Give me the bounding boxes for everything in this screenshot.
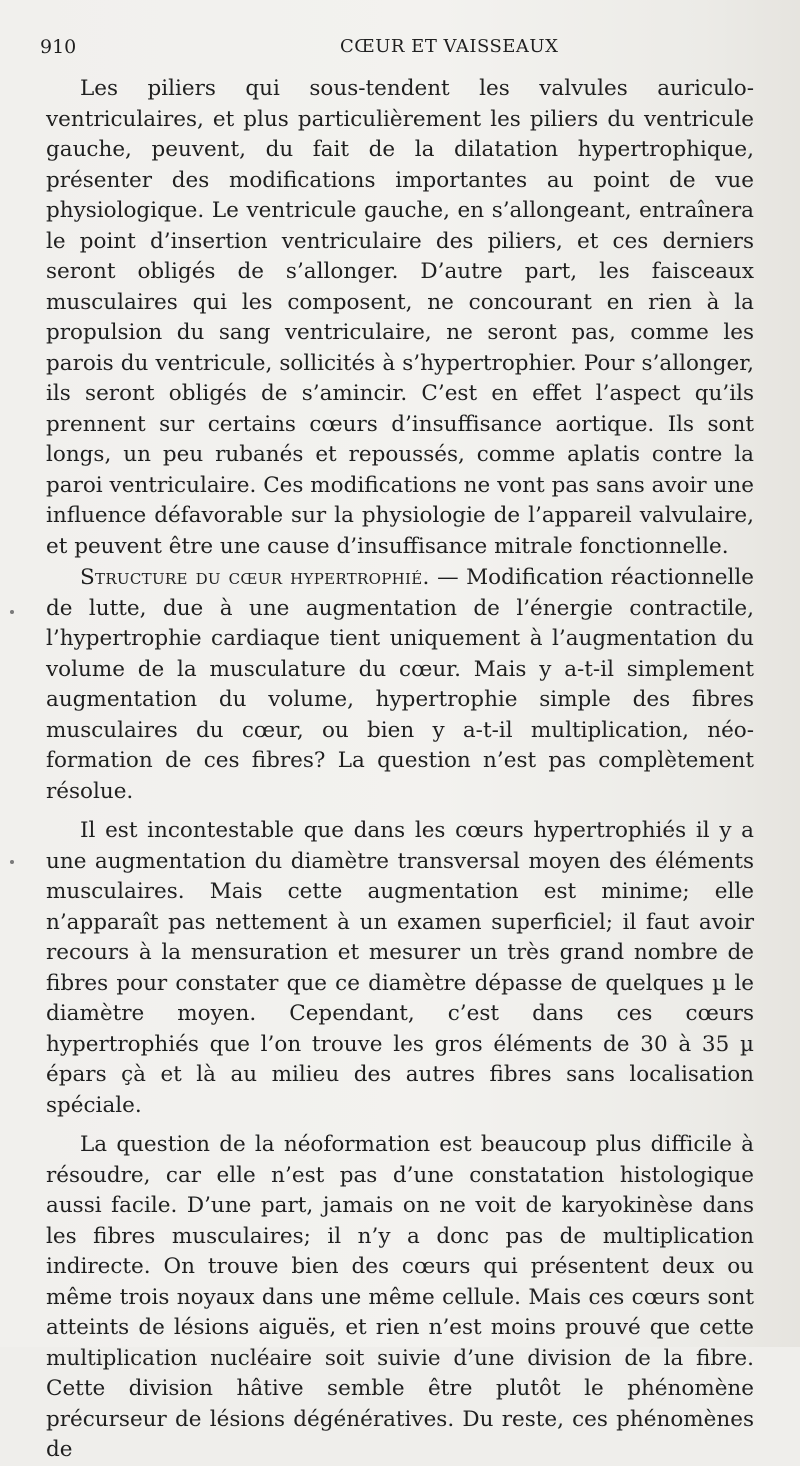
page-number: 910 bbox=[40, 36, 77, 58]
paragraph-structure bbox=[46, 563, 754, 807]
running-title: CŒUR ET VAISSEAUX bbox=[340, 36, 559, 57]
paragraph-structure-text: — Modification réactionnelle de lutte, due à une augmentation de l’énergie contractile, l’hypertrophie cardiaque tient uniquement à l’augmentation du volume de la musculature du cœur. Mais y a-t-il simplement augmentation du volume, hypertrophie simple des fibres musculaires du cœur, ou bien y a-t-il multiplication, néo-formation de ces fibres? La question n’est pas complètement résolue. bbox=[46, 565, 754, 804]
paragraph-piliers: Les piliers qui sous-tendent les valvules auriculo-ventriculaires, et plus particulièrement les piliers du ventricule gauche, peuvent, du fait de la dilatation hypertrophique, présenter des modifications importantes au point de vue physiologique. Le ventricule gauche, en s’allongeant, entraînera le point d’insertion ventriculaire des piliers, et ces derniers seront obligés de s’allonger. D’autre part, les faisceaux musculaires qui les composent, ne concourant en rien à la propulsion du sang ventriculaire, ne seront pas, comme les parois du ventricule, sollicités à s’hypertrophier. Pour s’allonger, ils seront obligés de s’amincir. C’est en effet l’aspect qu’ils prennent sur certains cœurs d’insuffisance aortique. Ils sont longs, un peu rubanés et repoussés, comme aplatis contre la paroi ventriculaire. Ces modifications ne vont pas sans avoir une influence défavorable sur la physiologie de l’appareil valvulaire, et peuvent être une cause d’insuffisance mitrale fonctionnelle. bbox=[46, 76, 754, 559]
page-header bbox=[40, 36, 760, 60]
paragraph-neoformation: La question de la néoformation est beaucoup plus difficile à résoudre, car elle n’est pas d’une constatation histologique aussi facile. D’une part, jamais on ne voit de karyokinèse dans les fibres musculaires; il n’y a donc pas de multiplication indirecte. On trouve bien des cœurs qui présentent deux ou même trois noyaux dans une même cellule. Mais ces cœurs sont atteints de lésions aiguës, et rien n’est moins prouvé que cette multiplication nucléaire soit suivie d’une division de la fibre. Cette division hâtive semble être plutôt le phénomène précurseur de lésions dégénératives. Du reste, ces phénomènes de bbox=[46, 1132, 754, 1462]
paragraph-diametre: Il est incontestable que dans les cœurs hypertrophiés il y a une augmentation du diamètre transversal moyen des éléments musculaires. Mais cette augmentation est minime; elle n’apparaît pas nettement à un examen superficiel; il faut avoir recours à la mensuration et mesurer un très grand nombre de fibres pour constater que ce diamètre dépasse de quelques µ le diamètre moyen. Cependant, c’est dans ces cœurs hypertrophiés que l’on trouve les gros éléments de 30 à 35 µ épars çà et là au milieu des autres fibres sans localisation spéciale. bbox=[46, 818, 754, 1118]
section-title: Structure du cœur hypertrophié. bbox=[80, 565, 430, 590]
margin-mark bbox=[10, 860, 14, 864]
body-text bbox=[46, 74, 754, 1466]
margin-mark bbox=[10, 610, 14, 614]
